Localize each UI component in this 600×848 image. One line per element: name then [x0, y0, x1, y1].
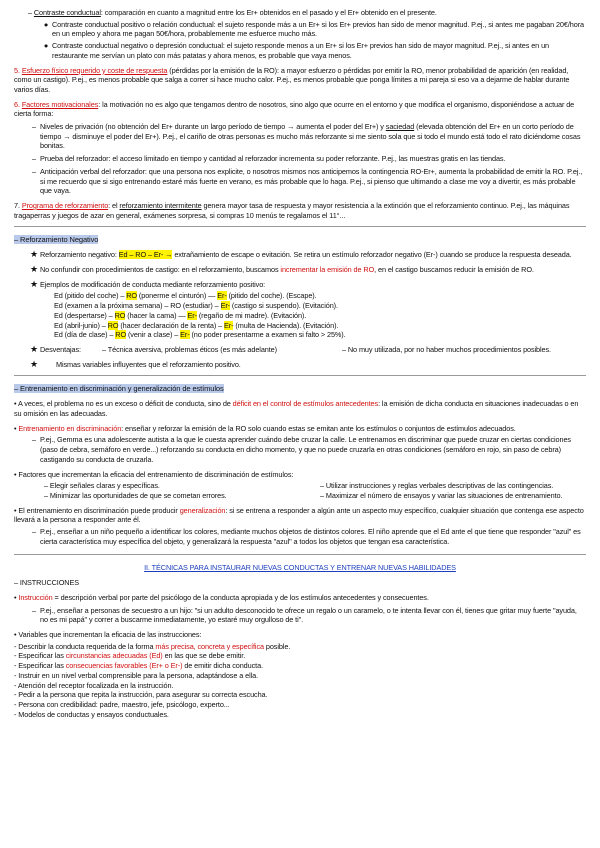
factor-item: – Maximizar el número de ensayos y variar las situaciones de entrenamiento. — [320, 490, 563, 500]
tecnicas-title: II. TÉCNICAS PARA INSTAURAR NUEVAS CONDUCTAS Y ENTRENAR NUEVAS HABILIDADES — [144, 563, 456, 573]
entrenamiento-p2: • Entrenamiento en discriminación: enseñar y reforzar la emisión de la RO solo cuando estas se emitan ante los estímulos o conjuntos de estímulos adecuados. — [14, 423, 516, 433]
section-heading-entrenamiento: – Entrenamiento en discriminación y generalización de estímulos — [14, 384, 224, 394]
star-icon: ★ — [30, 249, 38, 260]
variable-item: - Instruir en un nivel verbal comprensible para la persona, adaptándose a ella. — [14, 670, 259, 680]
entrenamiento-p2-example: P.ej., Gemma es una adolescente autista a la que le cuesta aprender cuándo debe cruzar la calle. Le entrenamos en discriminar que puede cruzar en ciertas condiciones (paso de cebra, semáforo en verde...) reforzando su conducta en dicho momento, y que no puede cruzarla en otras condiciones (semáforo en rojo, sin paso de cebra) castigando su conducta de cruzarla. — [40, 435, 571, 464]
variable-item: - Atención del receptor focalizada en la instrucción. — [14, 680, 174, 690]
bullet-icon: ● — [43, 19, 49, 29]
item-5-number: 5. — [14, 65, 20, 75]
star-icon: ★ — [30, 264, 38, 275]
entrenamiento-p4-example: P.ej., enseñar a un niño pequeño a identificar los colores, mediante muchos objetos de distintos colores. El niño aprende que el Ed ante el que tiene que responder "azul" es cierta característica muy específica del objeto, y generalizará la respuesta "azul" a todos los objetos que tengan esa característica. — [40, 527, 581, 546]
entrenamiento-p3: • Factores que incrementan la eficacia del entrenamiento de discriminación de estímulos: — [14, 469, 294, 479]
example-row: Ed (examen a la próxima semana) – RO (estudiar) – Er- (castigo si suspendo). (Evitación). — [54, 301, 338, 311]
divider — [14, 226, 586, 227]
star-icon: ★ — [30, 358, 38, 369]
item-6-label: Factores motivacionales — [21, 99, 99, 109]
variable-item: - Especificar las consecuencias favorables (Er+ o Er-) de emitir dicha conducta. — [14, 661, 263, 671]
factor-item: – Minimizar las oportunidades de que se cometan errores. — [44, 490, 227, 500]
instruccion-def: • Instrucción = descripción verbal por parte del psicólogo de la conducta apropiada y de los estímulos antecedentes y consecuentes. — [14, 592, 429, 602]
contraste-negativo: Contraste conductual negativo o depresión conductual: el sujeto responde menos a un Er+ si los Er+ previos han sido de mayor magnitud. P.ej., si antes en un restaurante me servían un plato con más patatas y ahora menos, es probable que vaya menos. — [52, 41, 549, 60]
factor-item: – Utilizar instrucciones y reglas verbales descriptivas de las contingencias. — [320, 481, 554, 491]
item-5-label: Esfuerzo físico requerido y coste de respuesta — [21, 65, 168, 75]
item-7-number: 7. — [14, 200, 20, 210]
negativo-definition: Reforzamiento negativo: Ed – RO – Er- → extrañamiento de escape o evitación. Se retira un estímulo reforzador negativo (Er-) cuando se produce la respuesta deseada. — [40, 250, 572, 260]
bullet-icon: ● — [43, 41, 49, 51]
variable-item: - Describir la conducta requerida de la forma más precisa, concreta y específica posible. — [14, 641, 291, 651]
item-6-text: : la motivación no es algo que tengamos dentro de nosotros, sino algo que ocurre en el entorno y que modifica el organismo, disponiéndose a actuar de cierta forma: — [14, 99, 575, 119]
variables-lead: • Variables que incrementan la eficacia de las instrucciones: — [14, 629, 202, 639]
entrenamiento-p4: • El entrenamiento en discriminación puede producir generalización: si se entrena a responder a algún ante un aspecto muy específico, cualquier situación que contenga ese aspecto llevará a la persona a responder ante él. — [14, 505, 584, 525]
item-6-sub-2: Prueba del reforzador: el acceso limitado en tiempo y cantidad al reforzador incrementa su poder reforzante. P.ej., las muestras gratis en las tiendas. — [40, 154, 506, 164]
star-icon: ★ — [30, 278, 38, 289]
section-heading-negativo: – Reforzamiento Negativo — [14, 235, 99, 245]
example-row: Ed (pitido del coche) – RO (ponerme el cinturón) — Er- (pitido del coche). (Escape). — [54, 291, 317, 301]
item-6-sub-1: Niveles de privación (no obtención del Er+ durante un largo período de tiempo → aumenta el poder del Er+) y saciedad (elevada obtención del Er+ en un corto período de tiempo → disminuye el poder del Er+). P.ej., el cariño de otras personas es mucho más reforzante si me siento sola que si todo el mundo está todo el rato diciéndome cosas bonitas. — [40, 122, 581, 151]
negativo-confuse: No confundir con procedimientos de castigo: en el reforzamiento, buscamos incrementar la emisión de RO, en el castigo buscamos reducir la emisión de RO. — [40, 265, 534, 275]
variables-list — [14, 642, 586, 720]
contraste-label: Contraste conductual — [33, 8, 101, 17]
example-row: Ed (abril-junio) – RO (hacer declaración de la renta) – Er- (multa de Hacienda). (Evitación). — [54, 320, 339, 330]
instruccion-example: P.ej., enseñar a personas de secuestro a un hijo: "si un adulto desconocido te ofrece un regalo o un caramelo, o te intenta llevar con él, tienes que gritar muy fuerte "ayuda, no es mi papá" y correr a buscarme inmediatamente, yo estaré muy orgulloso de ti". — [40, 605, 577, 625]
item-7-label2: reforzamiento intermitente — [119, 200, 202, 210]
item-6: 6. Factores motivacionales: la motivación no es algo que tengamos dentro de nosotros, sino algo que ocurre en el entorno y que modifica el organismo, disponiéndose a actuar de cierta forma: – Niveles de privación (no obtención del Er+ durante un largo período de tiempo → aumenta el poder del Er+) y saciedad (elevada obtención del Er+ en un corto período de tiempo → disminuye el poder del Er+). P.ej., el cariño de otras personas es mucho más reforzante si me siento sola que si todo el mundo está todo el rato diciéndome cosas bonitas. – Prueba del reforzador: el acceso limitado en tiempo y cantidad al reforzador incrementa su poder reforzante. P.ej., las muestras gratis en las tiendas. – Anticipación verbal del reforzador: que una persona nos explicite, o nosotros mismos nos anticipemos la contingencia RO-Er+, aumenta la probabilidad de emitir la RO. P.ej., si me recuerdo que si sigo entrenando estaré más fuerte en verano, es más probable que lo haga. P.ej., si pienso que ultimando a clase me voy a divertir, es más probable que vaya. — [14, 100, 586, 196]
star-icon: ★ — [30, 343, 38, 354]
negativo-mismas: Mismas variables influyentes que el reforzamiento positivo. — [56, 359, 241, 369]
item-6-sub-3: Anticipación verbal del reforzador: que una persona nos explicite, o nosotros mismos nos anticipemos la contingencia RO-Er+, aumenta la probabilidad de emitir la RO. P.ej., si me recuerdo que si sigo entrenando estaré más fuerte en verano, es más probable que lo haga. P.ej., si pienso que ultimando a clase me voy a divertir, es más probable que vaya. — [40, 166, 583, 196]
entrenamiento-p1: • A veces, el problema no es un exceso o déficit de conducta, sino de déficit en el control de estímulos antecedentes: la emisión de dicha conducta en situaciones inadecuadas o en su omisión en las adecuadas. — [14, 399, 579, 419]
contraste-text: : comparación en cuanto a magnitud entre los Er+ obtenidos en el pasado y el Er+ obtenido en el presente. — [100, 8, 437, 17]
negativo-examples-lead: Ejemplos de modificación de conducta mediante reforzamiento positivo: — [40, 279, 266, 289]
divider — [14, 554, 586, 555]
divider — [14, 375, 586, 376]
negativo-desventajas: Desventajas: – Técnica aversiva, problemas éticos (es más adelante) – No muy utilizada, por no haber muchos procedimientos posibles. — [40, 344, 551, 354]
factors-grid — [14, 481, 586, 500]
tecnicas-sub: – INSTRUCCIONES — [14, 578, 79, 588]
variable-item: - Persona con credibilidad: padre, maestro, jefe, psicólogo, experto... — [14, 699, 230, 709]
item-7: 7. Programa de reforzamiento: el reforzamiento intermitente genera mayor tasa de respuesta y mayor resistencia a la extinción que el reforzamiento continuo. P.ej., las máquinas tragaperras y juegos de azar en general, exámenes sorpresa, si compras 10 menús te regalamos el 11°... — [14, 200, 570, 220]
item-5-text: (pérdidas por la emisión de la RO): a mayor esfuerzo o pérdidas por emitir la RO, menor probabilidad de aparición (en realidad, como un castigo). P.ej., es menos probable que salga a correr si hace mucho calor. P.ej., es menos probable que ponga límites a mi pareja si eso va a dejarme de hablar durante varios días. — [14, 65, 570, 94]
item-6-number: 6. — [14, 99, 20, 109]
contraste-section: – Contraste conductual: comparación en cuanto a magnitud entre los Er+ obtenidos en el pasado y el Er+ obtenido en el presente. ● Contraste conductual positivo o relación conductual: el sujeto responde más a un Er+ si los Er+ previos han sido de menor magnitud. P.ej., si antes me pagaban 20€/hora en un empleo y ahora me pagan 50€/hora, probablemente me esfuerce mucho más. ● Contraste conductual negativo o depresión conductual: el sujeto responde menos a un Er+ si los Er+ previos han sido de mayor magnitud. P.ej., si antes en un restaurante me servían un plato con más patatas y ahora menos, es probable que vaya menos. — [14, 8, 586, 61]
item-7-label: Programa de reforzamiento — [21, 200, 109, 210]
item-5 — [14, 66, 586, 95]
document-page: – Contraste conductual: comparación en cuanto a magnitud entre los Er+ obtenidos en el pasado y el Er+ obtenido en el presente. ● Contraste conductual positivo o relación conductual: el sujeto responde más a un Er+ si los Er+ previos han sido de menor magnitud. P.ej., si antes me pagaban 20€/hora en un empleo y ahora me pagan 50€/hora, probablemente me esfuerce mucho más. ● Contraste conductual negativo o depresión conductual: el sujeto responde menos a un Er+ si los Er+ previos han sido de mayor magnitud. P.ej., si antes en un restaurante me servían un plato con más patatas y ahora menos, es probable que vaya menos. 5. Esfuerzo físico requerido y coste de respuesta (pérdidas por la emisión de la RO): a mayor esfuerzo o pérdidas por emitir la RO, menor probabilidad de aparición (en realidad, como un castigo). P.ej., es menos probable que salga a correr si hace mucho calor. P.ej., es menos probable que ponga límites a mi pareja si eso va a dejarme de hablar durante varios días. 6. Factores motivacionales: la motivación no es algo que tengamos dentro de nosotros, sino algo que ocurre en el entorno y que modifica el organismo, disponiéndose a actuar de cierta forma: – Niveles de privación (no obtención del Er+ durante un largo período de tiempo → aumenta el poder del Er+) y saciedad (elevada obtención del Er+ en un corto período de tiempo → disminuye el poder del Er+). P.ej., el cariño de otras personas es mucho más reforzante si me siento sola que si todo el mundo está todo el rato diciéndome cosas bonitas. – Prueba del reforzador: el acceso limitado en tiempo y cantidad al reforzador incrementa su poder reforzante. P.ej., las muestras gratis en las tiendas. – Anticipación verbal del reforzador: que una persona nos explicite, o nosotros mismos nos anticipemos la contingencia RO-Er+, aumenta la probabilidad de emitir la RO. P.ej., si me recuerdo que si sigo entrenando estaré más fuerte en verano, es más probable que lo haga. P.ej., si pienso que ultimando a clase me voy a divertir, es más probable que vaya. 7. Programa de reforzamiento: el reforzamiento intermitente genera mayor tasa de respuesta y mayor resistencia a la extinción que el reforzamiento continuo. P.ej., las máquinas tragaperras y juegos de azar en general, exámenes sorpresa, si compras 10 menús te regalamos el 11°... – Reforzamiento Negativo ★ Reforzamiento negativo: Ed – RO – Er- → extrañamiento de escape o evitación. Se retira un estímulo reforzador negativo (Er-) cuando se produce la respuesta deseada. ★ No confundir con procedimientos de castigo: en el reforzamiento, buscamos incrementar la emisión de RO, en el castigo buscamos reducir la emisión de RO. ★ Ejemplos de modificación de conducta mediante reforzamiento positivo: Ed (pitido del coche) – RO (ponerme el cinturón) — Er- (pitido del coche). (Escape). Ed (examen a la próxima semana) – RO (estudiar) – Er- (castigo si suspendo). (Evitación). Ed (despertarse) – RO (hacer la cama) — Er- (regaño de mi madre). (Evitación). Ed (abril-junio) – RO (hacer declaración de la renta) – Er- (multa de Hacienda). (Evitación). Ed (día de clase) – RO (venir a clase) – Er- (no poder presentarme a examen si falto > 25%). ★ Desventajas: – Técnica aversiva, problemas éticos (es más adelante) – No muy utilizada, por no haber muchos procedimientos posibles. ★ Mismas variables influyentes que el reforzamiento positivo. – Entrenamiento en discriminación y generalización de estímulos • A veces, el problema no es un exceso o déficit de conducta, sino de déficit en el control de estímulos antecedentes: la emisión de dicha conducta en situaciones inadecuadas o en su omisión en las adecuadas. • Entrenamiento en discriminación: enseñar y reforzar la emisión de la RO solo cuando estas se emitan ante los estímulos o conjuntos de estímulos adecuados. – P.ej., Gemma es una adolescente autista a la que le cuesta aprender cuándo debe cruzar la calle. Le entrenamos en discriminar que puede cruzar en ciertas condiciones (paso de cebra, semáforo en verde...) reforzando su conducta en dicho momento, y que no puede cruzarla en otras condiciones (semáforo en rojo, sin paso de cebra) castigando su conducta de cruzarla. • Factores que incrementan la eficacia del entrenamiento de discriminación de estímulos: – Elegir señales claras y específicas. – Utilizar instrucciones y reglas verbales descriptivas de las contingencias. – Minimizar las oportunidades de que se cometan errores. – Maximizar el número de ensayos y variar las situaciones de entrenamiento. • El entrenamiento en discriminación puede producir generalización: si se entrena a responder a algún ante un aspecto muy específico, cualquier situación que contenga ese aspecto llevará a la persona a responder ante él. – P.ej., enseñar a un niño pequeño a identificar los colores, mediante muchos objetos de distintos colores. El niño aprende que el Ed ante el que tiene que responder "azul" es cierta característica muy específica del objeto, y generalizará la respuesta "azul" a todos los objetos que tengan esa característica. II. TÉCNICAS PARA INSTAURAR NUEVAS CONDUCTAS Y ENTRENAR NUEVAS HABILIDADES – INSTRUCCIONES • Instrucción = descripción verbal por parte del psicólogo de la conducta apropiada y de los estímulos antecedentes y consecuentes. – P.ej., enseñar a personas de secuestro a un hijo: "si un adulto desconocido te ofrece un regalo o un caramelo, o te intenta llevar con él, tienes que gritar muy fuerte "ayuda, no es mi papá" y correr a buscarme inmediatamente, yo estaré muy orgulloso de ti". • Variables que incrementan la eficacia de las instrucciones: - Describir la conducta requerida de la forma más precisa, concreta y específica posible. - Especificar las circunstancias adecuadas (Ed) en las que se debe emitir. - Especificar las consecuencias favorables (Er+ o Er-) de emitir dicha conducta. - Instruir en un nivel verbal comprensible para la persona, adaptándose a ella. - Atención del receptor focalizada en la instrucción. - Pedir a la persona que repita la instrucción, para asegurar su correcta escucha. - Persona con credibilidad: padre, maestro, jefe, psicólogo, experto... - Modelos de conductas y ensayos conductuales. — [0, 0, 600, 848]
contraste-positivo: Contraste conductual positivo o relación conductual: el sujeto responde más a un Er+ si los Er+ previos han sido de menor magnitud. P.ej., si antes me pagaban 20€/hora en un empleo y ahora me pagan 50€/hora, probablemente me esfuerce mucho más. — [52, 19, 584, 39]
variable-item: - Especificar las circunstancias adecuadas (Ed) en las que se debe emitir. — [14, 651, 246, 661]
variable-item: - Modelos de conductas y ensayos conductuales. — [14, 709, 169, 719]
example-row: Ed (día de clase) – RO (venir a clase) – Er- (no poder presentarme a examen si falto > 25%). — [54, 330, 346, 340]
variable-item: - Pedir a la persona que repita la instrucción, para asegurar su correcta escucha. — [14, 690, 268, 700]
negativo-examples — [14, 291, 586, 340]
factor-item: – Elegir señales claras y específicas. — [44, 481, 160, 491]
example-row: Ed (despertarse) – RO (hacer la cama) — Er- (regaño de mi madre). (Evitación). — [54, 310, 307, 320]
item-7-text: genera mayor tasa de respuesta y mayor resistencia a la extinción que el reforzamiento continuo. P.ej., las máquinas tragaperras y juegos de azar en general, exámenes sorpresa, si compras 10 menús te regalamos el 11°... — [14, 200, 570, 220]
